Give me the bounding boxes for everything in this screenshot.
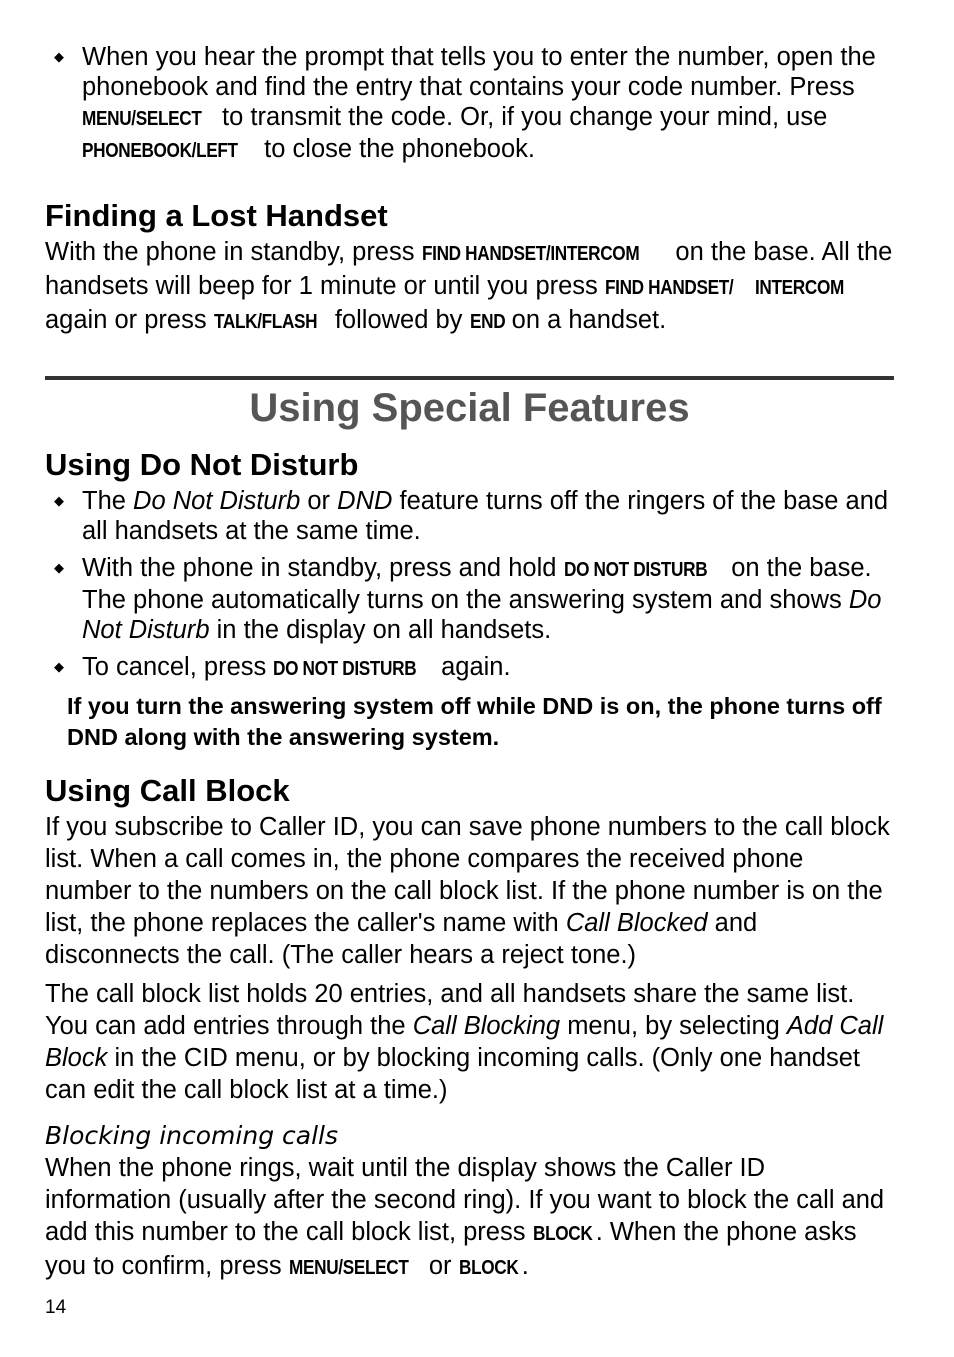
text: to close the phonebook.	[264, 135, 535, 163]
text: to transmit the code. Or, if you change your mind, use	[222, 103, 828, 131]
blocking-incoming-calls-heading: Blocking incoming calls	[45, 1121, 338, 1150]
text: With the phone in standby, press	[45, 238, 415, 266]
emphasis: Add Call Block	[45, 1012, 884, 1072]
emphasis: Call Blocking	[412, 1012, 561, 1040]
text: With the phone in standby, press and hold	[82, 554, 557, 582]
chapter-divider	[45, 376, 894, 380]
text: feature turns off the ringers of the base and all handsets at the same time.	[82, 487, 889, 545]
text: The call block list holds 20 entries, and all handsets share the same list. You can add entries through the	[45, 980, 855, 1040]
text: When you hear the prompt that tells you to enter the number, open the phonebook and find the entry that contains your code number. Press	[82, 43, 876, 101]
key-phonebook-left: PHONEBOOK/LEFT	[82, 140, 238, 162]
page-number: 14	[45, 1297, 67, 1318]
text: To cancel, press	[82, 653, 267, 681]
text: .	[521, 1252, 529, 1280]
text: . When the phone asks you to confirm, press	[45, 1218, 857, 1280]
key-menu-select: MENU/SELECT	[288, 1257, 409, 1279]
intro-bullet	[45, 42, 894, 166]
dnd-bullet	[45, 652, 894, 684]
chapter-title: Using Special Features	[249, 386, 690, 430]
emphasis: Do Not Disturb	[82, 586, 882, 644]
intro-bullet-list	[45, 42, 894, 166]
call-block-paragraph	[45, 811, 894, 971]
text: followed by	[334, 306, 463, 334]
text: on a handset.	[511, 306, 667, 334]
text: menu, by selecting	[567, 1012, 780, 1040]
lost-handset-heading: Finding a Lost Handset	[45, 198, 388, 233]
text: When the phone rings, wait until the display shows the Caller ID information (usually after the second ring). If you want to block the call and add this number to the call block list, press	[45, 1154, 885, 1246]
key-menu-select: MENU/SELECT	[82, 108, 202, 130]
key-block: BLOCK	[532, 1223, 593, 1245]
text: again.	[441, 653, 511, 681]
dnd-heading: Using Do Not Disturb	[45, 447, 359, 482]
key-block: BLOCK	[458, 1257, 519, 1279]
call-block-paragraph	[45, 978, 894, 1106]
key-do-not-disturb: DO NOT DISTURB	[273, 658, 417, 680]
key-do-not-disturb: DO NOT DISTURB	[563, 559, 707, 581]
text: in the CID menu, or by blocking incoming calls. (Only one handset can edit the call block list at a time.)	[45, 1044, 860, 1104]
key-find-handset: FIND HANDSET/	[604, 277, 734, 299]
text: or	[307, 487, 331, 515]
dnd-bullet-list	[45, 486, 894, 684]
text: on the base. All the handsets will beep for 1 minute or until you press	[45, 238, 893, 300]
key-intercom: INTERCOM	[755, 277, 845, 299]
key-find-handset-intercom: FIND HANDSET/INTERCOM	[421, 243, 639, 265]
blocking-incoming-calls-paragraph	[45, 1152, 894, 1284]
text: again or press	[45, 306, 207, 334]
lost-handset-paragraph	[45, 236, 894, 338]
text: or	[428, 1252, 452, 1280]
text: The	[82, 487, 126, 515]
key-talk-flash: TALK/FLASH	[213, 311, 317, 333]
text: in the display on all handsets.	[216, 616, 552, 644]
call-block-heading: Using Call Block	[45, 773, 290, 808]
text: and disconnects the call. (The caller hears a reject tone.)	[45, 909, 758, 969]
dnd-bullet	[45, 486, 894, 546]
dnd-bullet	[45, 553, 894, 645]
text: on the base. The phone automatically turns on the answering system and shows	[82, 554, 872, 614]
dnd-note: If you turn the answering system off while DND is on, the phone turns off DND along with the answering system.	[67, 693, 882, 750]
emphasis: Call Blocked	[565, 909, 708, 937]
emphasis: DND	[337, 487, 393, 515]
text: If you subscribe to Caller ID, you can save phone numbers to the call block list. When a call comes in, the phone compares the received phone number to the numbers on the call block list. If the phone number is on the list, the phone replaces the caller's name with	[45, 813, 890, 937]
emphasis: Do Not Disturb	[133, 487, 301, 515]
key-end: END	[469, 311, 505, 333]
